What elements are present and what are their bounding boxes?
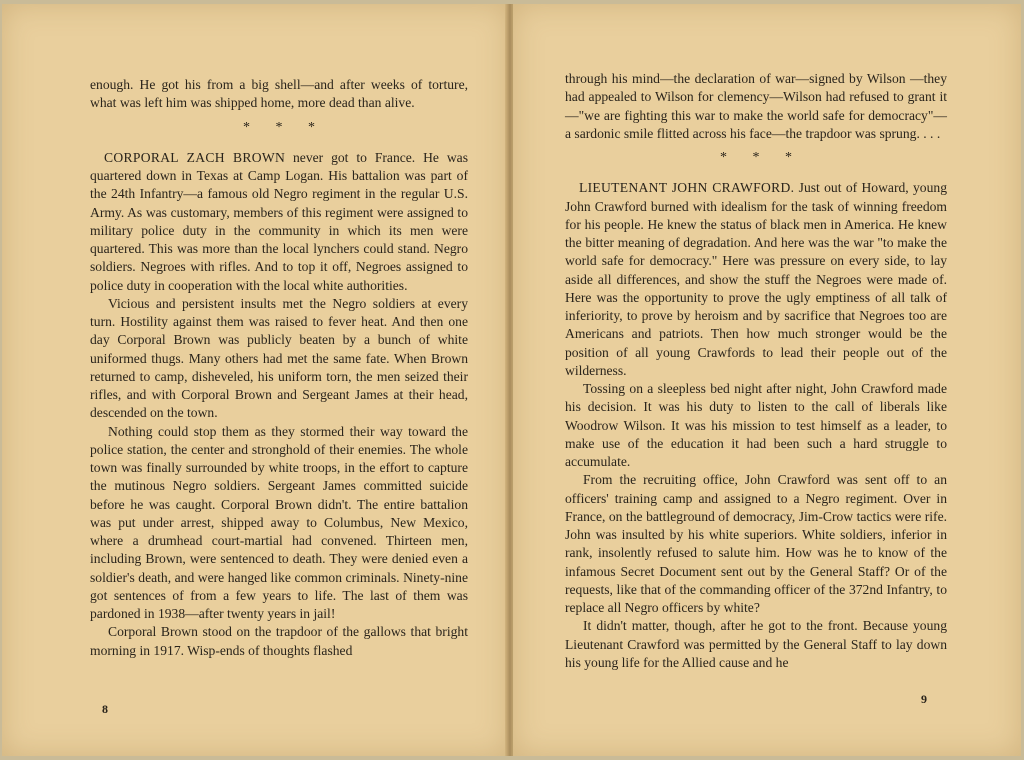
right-page-text — [565, 70, 947, 672]
page-number-left: 8 — [102, 702, 108, 716]
right-paragraph-4: From the recruiting office, John Crawford was sent off to an officers' training camp and assigned to a Negro regiment. Over in France, on the battleground of democracy, Jim-Crow tactics were rife. John was insulted by his white superiors. White soldiers, inferior in rank, insolently refused to salute him. How was he to know of the infamous Secret Document sent out by the General Staff? Or of the requests, like that of the commanding officer of the 372nd Infantry, to replace all Negro officers by white? — [565, 472, 947, 615]
right-paragraph-2 — [565, 179, 947, 380]
left-paragraph-2-body: never got to France. He was quartered down in Texas at Camp Logan. His battalion was part of the 24th Infantry—a famous old Negro regiment in the regular U.S. Army. As was customary, members of this regiment were assigned to military police duty in the community in which its men were quartered. This was more than the local lynchers could stand. Negro soldiers. Negroes with rifles. And to top it off, Negroes assigned to police duty in cooperation with the local white authorities. — [90, 149, 468, 293]
left-paragraph-1: enough. He got his from a big shell—and after weeks of torture, what was left him was shipped home, more dead than alive. — [90, 77, 468, 111]
page-number-right: 9 — [921, 692, 927, 706]
left-paragraph-2 — [90, 149, 468, 295]
left-page-text — [90, 76, 468, 660]
left-page — [2, 4, 509, 756]
left-paragraph-4: Nothing could stop them as they stormed their way toward the police station, the center and stronghold of their enemies. The whole town was finally surrounded by white troops, in the effort to capture the mutinous Negro soldiers. Sergeant James committed suicide before he was caught. Corporal Brown didn't. The entire battalion was put under arrest, shipped away to Columbus, New Mexico, where a drumhead court-martial had convened. Thirteen men, including Brown, were sentenced to death. They were denied even a soldier's death, and were hanged like common criminals. Ninety-nine got sentences of from a few years to life. The last of them was pardoned in 1938—after twenty years in jail! — [90, 423, 468, 621]
right-paragraph-5: It didn't matter, though, after he got to the front. Because young Lieutenant Crawford was permitted by the General Staff to lay down his young life for the Allied cause and he — [565, 618, 947, 670]
section-heading-lieutenant-john-crawford: LIEUTENANT JOHN CRAWFORD. — [579, 180, 795, 196]
right-paragraph-3: Tossing on a sleepless bed night after night, John Crawford made his decision. It was his duty to listen to the call of liberals like Woodrow Wilson. It was his mission to test himself as a leader, to make use of the education it had been such a hard struggle to accumulate. — [565, 381, 947, 469]
right-paragraph-2-body: Just out of Howard, young John Crawford burned with idealism for the task of winning freedom for his people. He knew the status of black men in America. He knew the bitter meaning of degradation. And here was the war "to make the world safe for democracy." Here was pressure on every side, to lay aside all differences, and show the stuff the Negroes were made of. Here was the opportunity to prove the ugly emptiness of all talk of inferiority, to prove by heroism and by sacrifice that Negroes too are Americans and patriots. Then how much stronger would be the position of all young Crawfords to lead their people out of the wilderness. — [565, 180, 947, 378]
left-paragraph-5: Corporal Brown stood on the trapdoor of the gallows that bright morning in 1917. Wisp-ends of thoughts flashed — [90, 624, 468, 658]
section-break: * * * — [720, 150, 792, 165]
right-page — [512, 4, 1021, 756]
right-paragraph-1: through his mind—the declaration of war—signed by Wilson —they had appealed to Wilson for clemency—Wilson had refused to grant it—"we are fighting this war to make the world safe for democracy"—a sardonic smile flitted across his face—the trapdoor was sprung. . . . — [565, 71, 947, 141]
left-paragraph-3: Vicious and persistent insults met the Negro soldiers at every turn. Hostility against them was raised to fever heat. And then one day Corporal Brown was publicly beaten by a bunch of white uniformed thugs. Many others had met the same fate. When Brown returned to camp, disheveled, his uniform torn, the men seized their rifles, and with Corporal Brown and Sergeant James at their head, descended on the town. — [90, 295, 468, 421]
section-heading-corporal-zach-brown: CORPORAL ZACH BROWN — [104, 149, 286, 165]
section-break: * * * — [243, 119, 315, 135]
